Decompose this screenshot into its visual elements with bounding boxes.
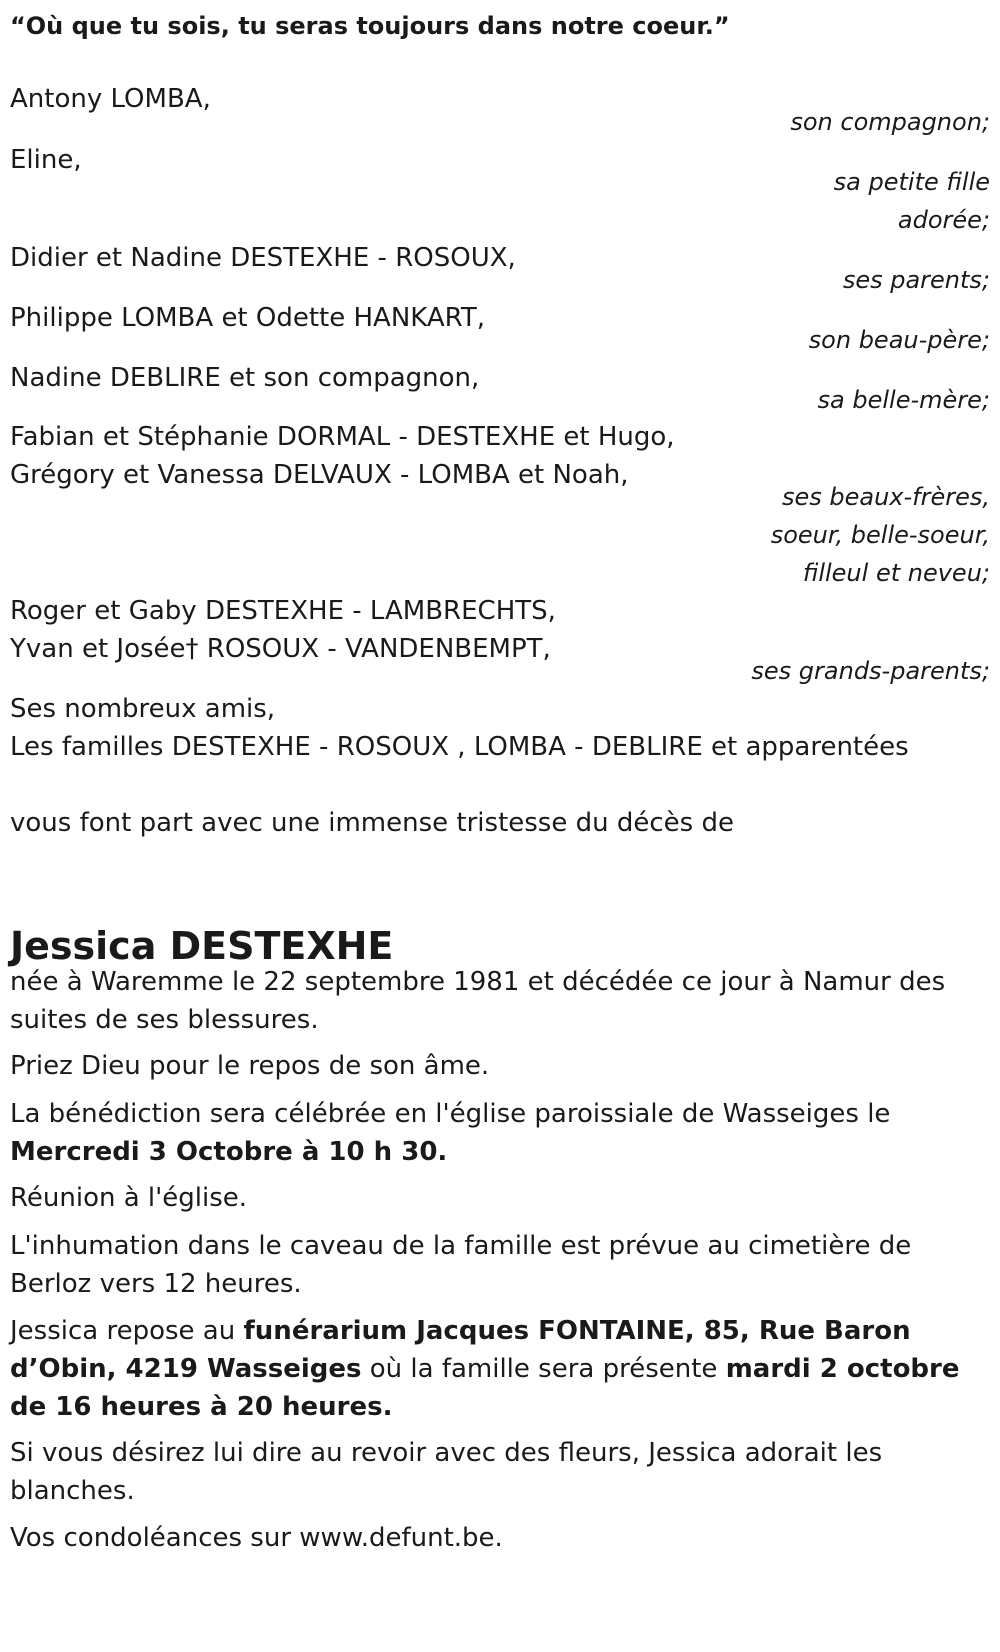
- birth-death-paragraph: née à Waremme le 22 septembre 1981 et décédée ce jour à Namur des suites de ses blessures.: [10, 967, 946, 1035]
- relation-parents: ses parents;: [842, 266, 990, 294]
- blessing-paragraph: [10, 1095, 970, 1171]
- epitaph-quote: “Où que tu sois, tu seras toujours dans notre coeur.”: [10, 12, 730, 40]
- family-member-belle-mere: Nadine DEBLIRE et son compagnon,: [10, 363, 480, 393]
- blessing-date: Mercredi 3 Octobre à 10 h 30.: [10, 1137, 448, 1167]
- family-member-beau-pere: Philippe LOMBA et Odette HANKART,: [10, 303, 485, 333]
- relation-siblings-3: filleul et neveu;: [802, 559, 990, 587]
- repose-text-1: Jessica repose au: [10, 1316, 244, 1346]
- repose-text-2: où la famille sera présente: [361, 1354, 726, 1384]
- relation-beau-pere: son beau-père;: [808, 326, 990, 354]
- deceased-name: Jessica DESTEXHE: [10, 924, 394, 968]
- family-member-grandparents-2: Yvan et Josée† ROSOUX - VANDENBEMPT,: [10, 634, 551, 664]
- family-member-siblings-2: Grégory et Vanessa DELVAUX - LOMBA et Noah,: [10, 460, 629, 490]
- reunion-paragraph: Réunion à l'église.: [10, 1183, 248, 1213]
- blessing-text: La bénédiction sera célébrée en l'église paroissiale de Wasseiges le: [10, 1099, 891, 1129]
- relation-grandparents: ses grands-parents;: [751, 657, 990, 685]
- visitation-time: mardi 2 octobre de 16 heures à 20 heures.: [10, 1354, 960, 1422]
- relation-antony: son compagnon;: [790, 108, 990, 136]
- relation-siblings-2: soeur, belle-soeur,: [770, 521, 990, 549]
- flowers-paragraph: Si vous désirez lui dire au revoir avec des fleurs, Jessica adorait les blanches.: [10, 1438, 883, 1506]
- friends-line: Ses nombreux amis,: [10, 694, 276, 724]
- prayer-paragraph: Priez Dieu pour le repos de son âme.: [10, 1051, 490, 1081]
- condolences-paragraph: Vos condoléances sur www.defunt.be.: [10, 1523, 503, 1553]
- relation-eline-2: adorée;: [897, 206, 990, 234]
- funeral-home-address: funérarium Jacques FONTAINE, 85, Rue Baron d’Obin, 4219 Wasseiges: [10, 1316, 911, 1384]
- relation-siblings-1: ses beaux-frères,: [781, 483, 990, 511]
- announcement-line: vous font part avec une immense tristesse du décès de: [10, 808, 734, 838]
- relation-eline-1: sa petite fille: [833, 168, 990, 196]
- burial-paragraph: L'inhumation dans le caveau de la famille est prévue au cimetière de Berloz vers 12 heures.: [10, 1231, 912, 1299]
- family-member-grandparents-1: Roger et Gaby DESTEXHE - LAMBRECHTS,: [10, 596, 556, 626]
- family-member-antony: Antony LOMBA,: [10, 84, 211, 114]
- families-line: Les familles DESTEXHE - ROSOUX , LOMBA - DEBLIRE et apparentées: [10, 732, 909, 762]
- repose-paragraph: [10, 1312, 970, 1426]
- relation-belle-mere: sa belle-mère;: [817, 386, 990, 414]
- family-member-eline: Eline,: [10, 145, 82, 175]
- family-member-parents: Didier et Nadine DESTEXHE - ROSOUX,: [10, 243, 516, 273]
- family-member-siblings-1: Fabian et Stéphanie DORMAL - DESTEXHE et Hugo,: [10, 422, 675, 452]
